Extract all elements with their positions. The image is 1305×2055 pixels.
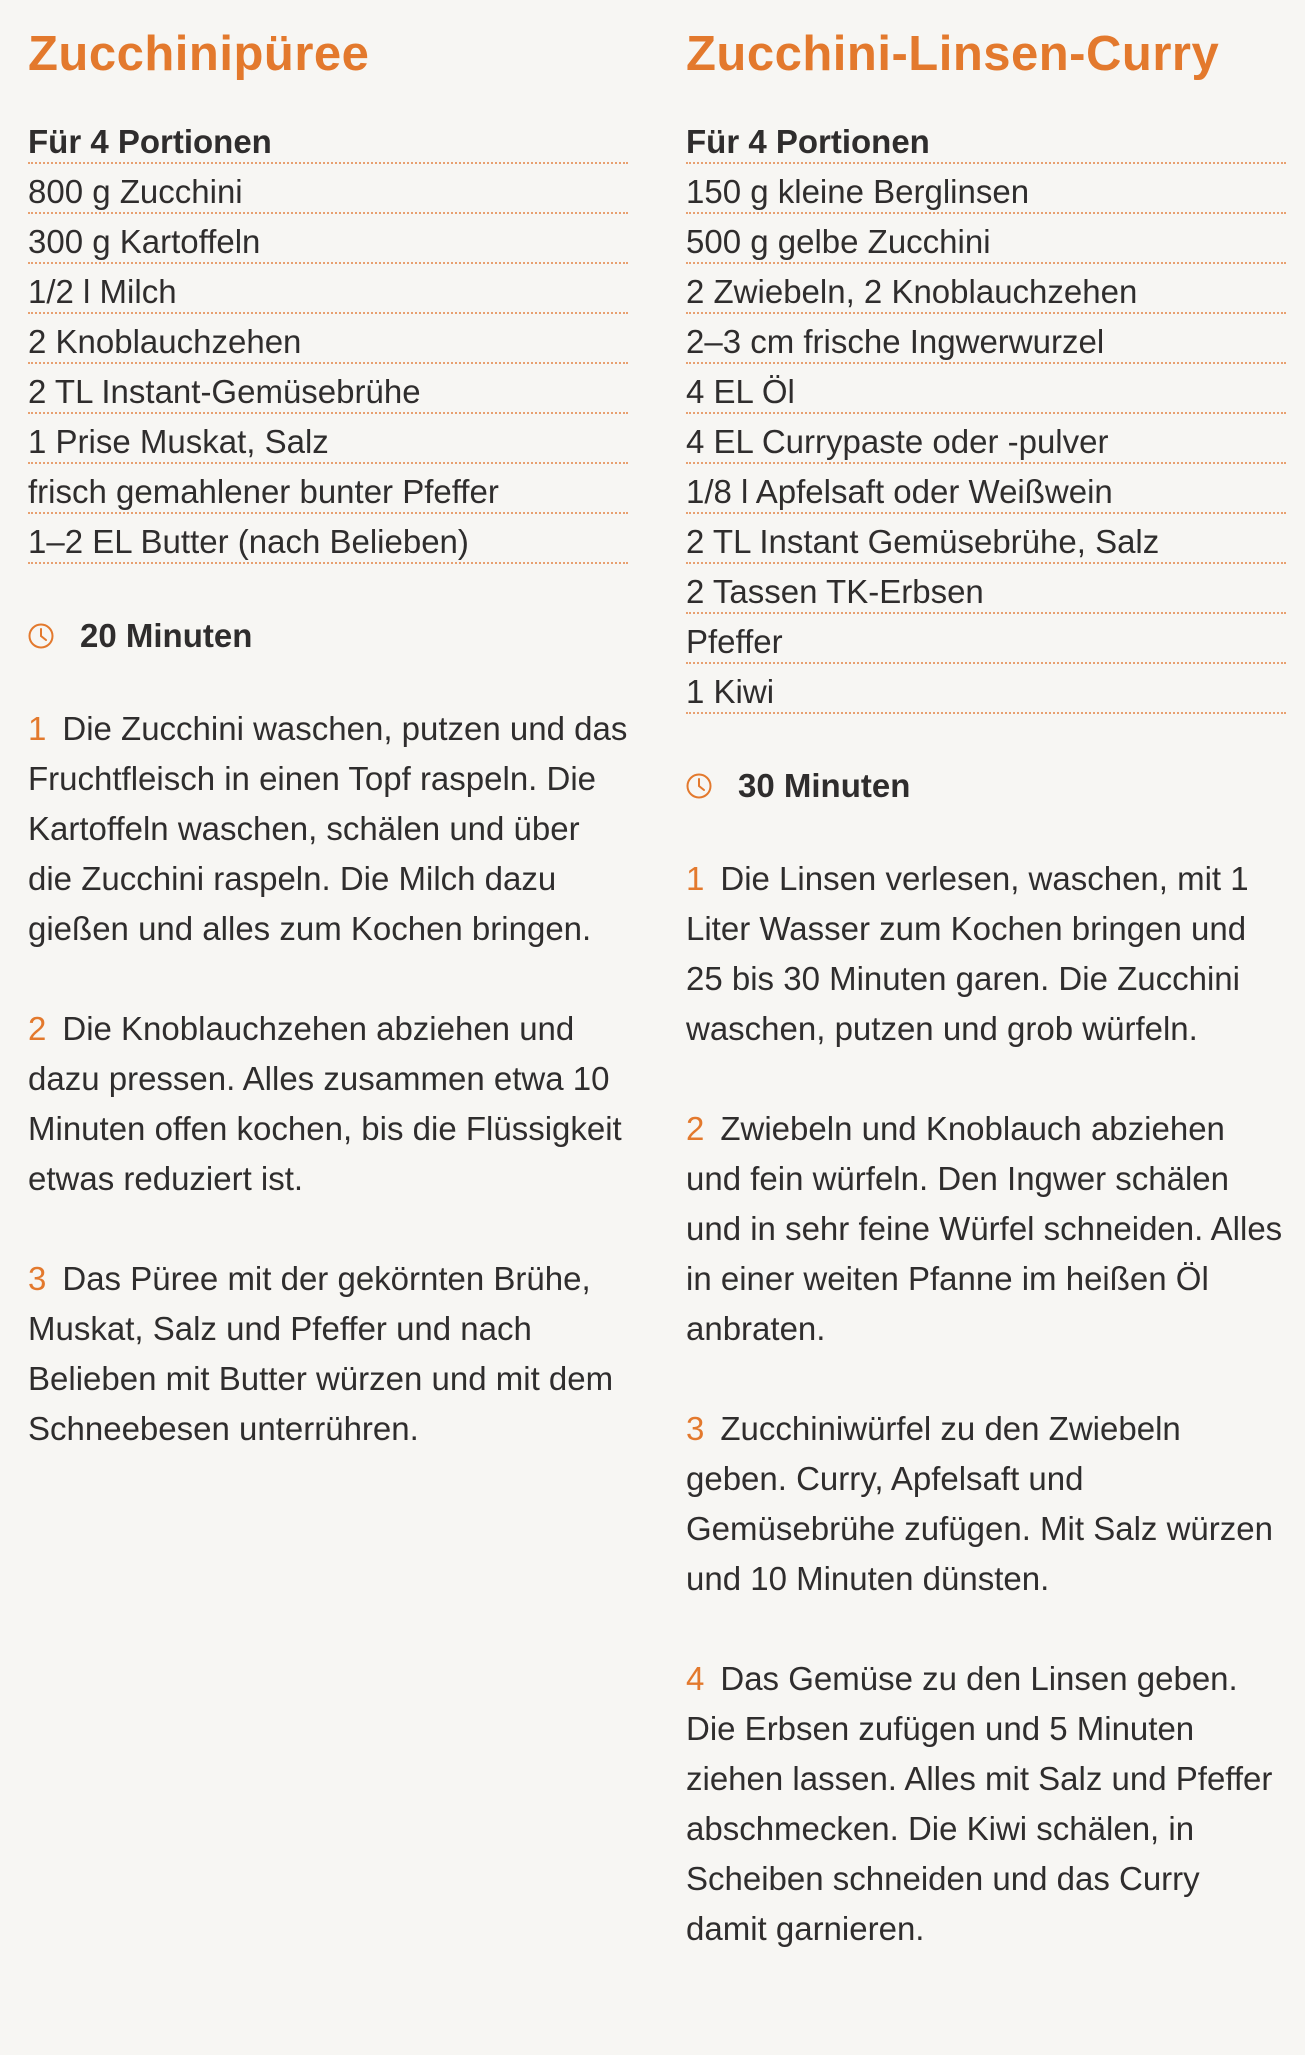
step (686, 1104, 1286, 1354)
step (686, 1404, 1286, 1604)
ingredient-item: 4 EL Currypaste oder -pulver (686, 414, 1286, 464)
step-list (686, 854, 1286, 1954)
step-text: Das Püree mit der gekörnten Brühe, Muskat, Salz und Pfeffer und nach Belieben mit Butter würzen und mit dem Schneebesen unterrühren. (28, 1260, 614, 1447)
ingredient-item: 1/2 l Milch (28, 264, 628, 314)
ingredient-item: 1 Prise Muskat, Salz (28, 414, 628, 464)
ingredient-item: frisch gemahlener bunter Pfeffer (28, 464, 628, 514)
step-number: 1 (28, 710, 47, 747)
step-text: Die Zucchini waschen, putzen und das Fruchtfleisch in einen Topf raspeln. Die Kartoffeln waschen, schälen und über die Zucchini raspeln. Die Milch dazu gießen und alles zum Kochen bringen. (28, 710, 628, 947)
ingredient-item: 4 EL Öl (686, 364, 1286, 414)
recipe-title: Zucchinipüree (28, 27, 370, 81)
ingredient-item: 2 Knoblauchzehen (28, 314, 628, 364)
portions-label: Für 4 Portionen (28, 114, 628, 164)
ingredient-item: 2–3 cm frische Ingwerwurzel (686, 314, 1286, 364)
prep-time (686, 756, 1286, 816)
ingredient-item: 1 Kiwi (686, 664, 1286, 714)
step-text: Das Gemüse zu den Linsen geben. Die Erbsen zufügen und 5 Minuten ziehen lassen. Alles mit Salz und Pfeffer abschmecken. Die Kiwi schälen, in Scheiben schneiden und das Curry damit garnieren. (686, 1660, 1273, 1947)
step-number: 2 (28, 1010, 47, 1047)
ingredient-item: 2 TL Instant Gemüsebrühe, Salz (686, 514, 1286, 564)
ingredient-item: 2 TL Instant-Gemüsebrühe (28, 364, 628, 414)
step-text: Die Knoblauchzehen abziehen und dazu pressen. Alles zusammen etwa 10 Minuten offen kochen, bis die Flüssigkeit etwas reduziert ist. (28, 1010, 622, 1197)
step (28, 1004, 628, 1204)
ingredient-item: 2 Zwiebeln, 2 Knoblauchzehen (686, 264, 1286, 314)
ingredient-item: 2 Tassen TK-Erbsen (686, 564, 1286, 614)
step-list (28, 704, 628, 1454)
ingredient-list (686, 114, 1286, 714)
step-number: 3 (686, 1410, 705, 1447)
step-text: Zucchiniwürfel zu den Zwiebeln geben. Curry, Apfelsaft und Gemüsebrühe zufügen. Mit Salz würzen und 10 Minuten dünsten. (686, 1410, 1273, 1597)
clock-icon (28, 623, 54, 649)
step (28, 1254, 628, 1454)
clock-icon (686, 773, 712, 799)
recipe-title: Zucchini-Linsen-Curry (686, 27, 1220, 81)
step (686, 854, 1286, 1054)
step-number: 3 (28, 1260, 47, 1297)
ingredient-item: 150 g kleine Berglinsen (686, 164, 1286, 214)
step (686, 1654, 1286, 1954)
ingredient-item: 800 g Zucchini (28, 164, 628, 214)
step-number: 4 (686, 1660, 705, 1697)
recipe-zucchini-linsen-curry (686, 22, 1286, 2004)
step-number: 2 (686, 1110, 705, 1147)
ingredient-item: Pfeffer (686, 614, 1286, 664)
ingredient-item: 1–2 EL Butter (nach Belieben) (28, 514, 628, 564)
step-number: 1 (686, 860, 705, 897)
ingredient-item: 1/8 l Apfelsaft oder Weißwein (686, 464, 1286, 514)
portions-label: Für 4 Portionen (686, 114, 1286, 164)
ingredient-list (28, 114, 628, 564)
prep-time-label: 30 Minuten (738, 767, 911, 804)
step-text: Die Linsen verlesen, waschen, mit 1 Liter Wasser zum Kochen bringen und 25 bis 30 Minuten garen. Die Zucchini waschen, putzen und grob würfeln. (686, 860, 1249, 1047)
step (28, 704, 628, 954)
prep-time (28, 606, 628, 666)
ingredient-item: 500 g gelbe Zucchini (686, 214, 1286, 264)
prep-time-label: 20 Minuten (80, 617, 253, 654)
ingredient-item: 300 g Kartoffeln (28, 214, 628, 264)
step-text: Zwiebeln und Knoblauch abziehen und fein würfeln. Den Ingwer schälen und in sehr feine Würfel schneiden. Alles in einer weiten Pfanne im heißen Öl anbraten. (686, 1110, 1283, 1347)
recipe-zucchinipueree (28, 22, 628, 1504)
